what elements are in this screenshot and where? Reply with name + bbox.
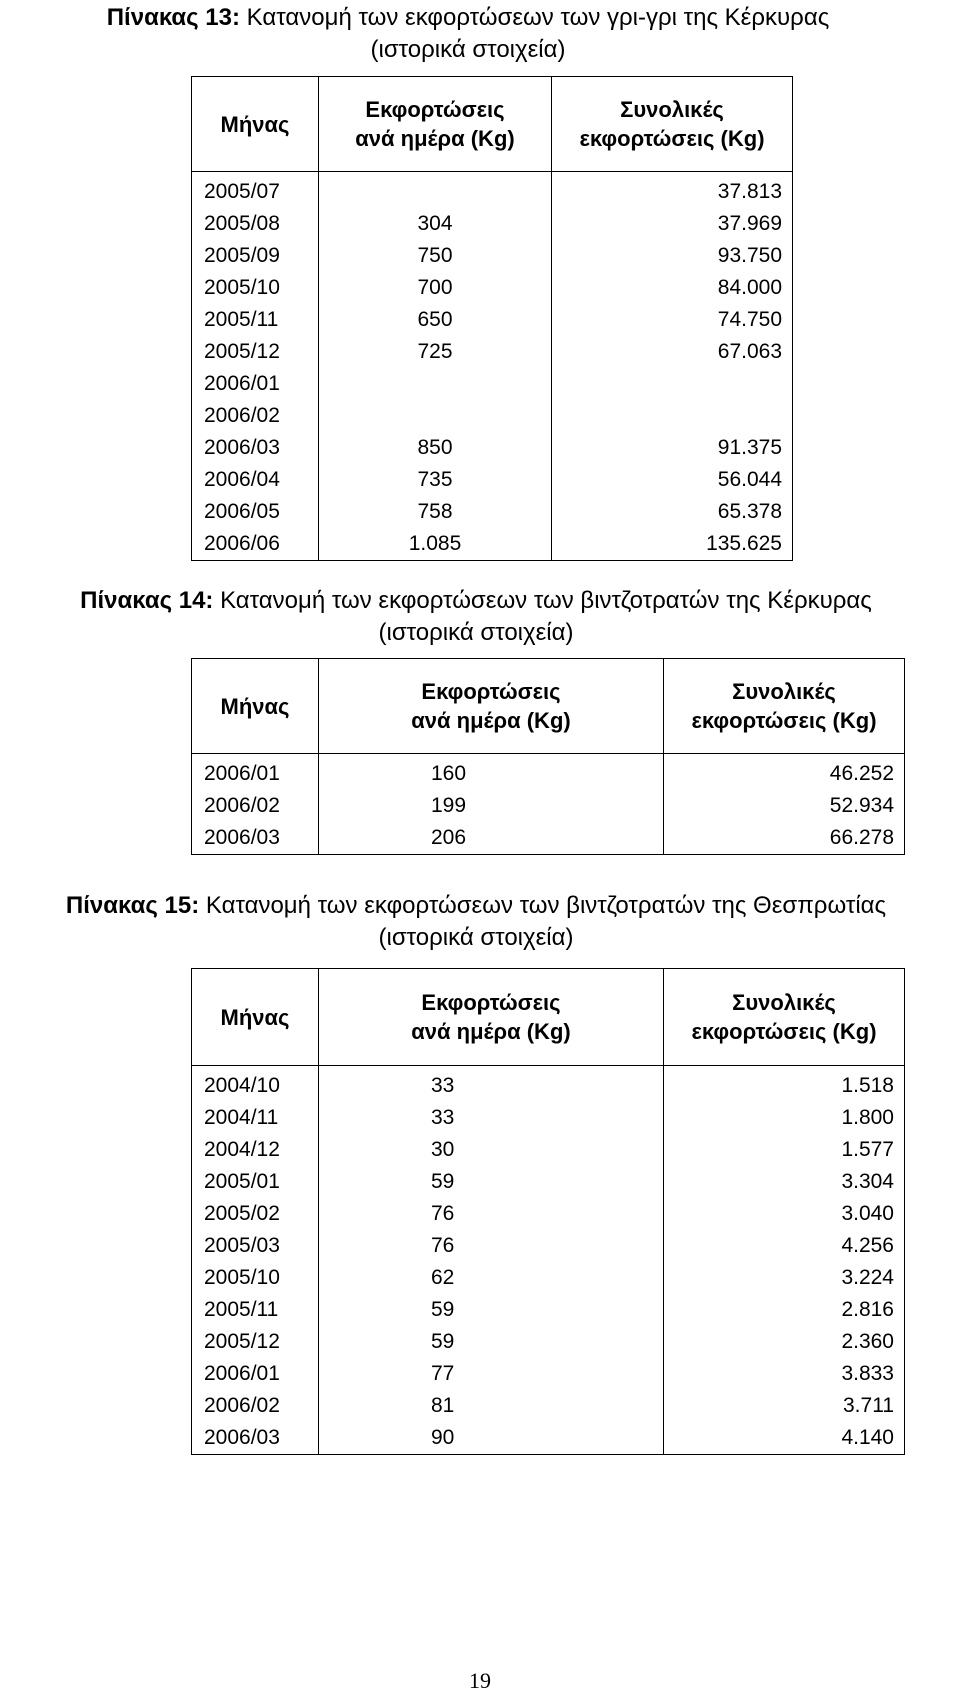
per-day-cell: 725 [319, 336, 552, 368]
table15-caption [0, 890, 956, 954]
per-day-cell: 30 [319, 1134, 664, 1166]
month-cell: 2005/07 [192, 172, 319, 209]
table15-header-row [192, 969, 905, 1066]
total-cell: 67.063 [552, 336, 793, 368]
table-row [192, 496, 793, 528]
total-cell: 1.577 [664, 1134, 905, 1166]
per-day-cell: 81 [319, 1390, 664, 1422]
total-cell: 135.625 [552, 528, 793, 561]
month-cell: 2005/02 [192, 1198, 319, 1230]
total-cell: 4.256 [664, 1230, 905, 1262]
month-cell: 2005/12 [192, 1326, 319, 1358]
per-day-cell: 90 [319, 1422, 664, 1455]
month-cell: 2006/02 [192, 1390, 319, 1422]
per-day-cell: 750 [319, 240, 552, 272]
total-cell: 3.711 [664, 1390, 905, 1422]
table-row [192, 1422, 905, 1455]
table13-subtitle: (ιστορικά στοιχεία) [370, 36, 566, 63]
per-day-cell: 33 [319, 1066, 664, 1103]
month-cell: 2006/03 [192, 1422, 319, 1455]
per-day-cell: 59 [319, 1326, 664, 1358]
total-cell: 3.833 [664, 1358, 905, 1390]
header-total: Συνολικές εκφορτώσεις (Kg) [664, 969, 905, 1066]
total-cell: 1.800 [664, 1102, 905, 1134]
per-day-cell: 650 [319, 304, 552, 336]
total-cell: 2.360 [664, 1326, 905, 1358]
table14 [191, 658, 905, 855]
page-number: 19 [469, 1668, 491, 1693]
header-per-day: Εκφορτώσεις ανά ημέρα (Kg) [319, 77, 552, 172]
table14-caption [0, 585, 956, 649]
header-month: Μήνας [192, 659, 319, 754]
month-cell: 2005/09 [192, 240, 319, 272]
total-cell: 52.934 [664, 790, 905, 822]
total-cell: 66.278 [664, 822, 905, 855]
month-cell: 2004/10 [192, 1066, 319, 1103]
per-day-cell: 199 [319, 790, 664, 822]
table-row [192, 432, 793, 464]
total-cell: 3.224 [664, 1262, 905, 1294]
month-cell: 2006/01 [192, 1358, 319, 1390]
month-cell: 2006/04 [192, 464, 319, 496]
total-cell: 65.378 [552, 496, 793, 528]
month-cell: 2006/06 [192, 528, 319, 561]
month-cell: 2006/02 [192, 790, 319, 822]
total-cell [552, 368, 793, 400]
total-cell: 46.252 [664, 754, 905, 791]
table-row [192, 754, 905, 791]
month-cell: 2005/01 [192, 1166, 319, 1198]
header-per-day: Εκφορτώσεις ανά ημέρα (Kg) [319, 969, 664, 1066]
month-cell: 2006/03 [192, 822, 319, 855]
table15-title: Κατανομή των εκφορτώσεων των βιντζοτρατών της Θεσπρωτίας [199, 892, 887, 919]
month-cell: 2004/11 [192, 1102, 319, 1134]
table-row [192, 272, 793, 304]
table-row [192, 1294, 905, 1326]
month-cell: 2005/10 [192, 1262, 319, 1294]
table-row [192, 1166, 905, 1198]
table-row [192, 1326, 905, 1358]
per-day-cell: 758 [319, 496, 552, 528]
table15 [191, 968, 905, 1455]
table-row [192, 1262, 905, 1294]
total-cell: 4.140 [664, 1422, 905, 1455]
per-day-cell: 700 [319, 272, 552, 304]
header-total: Συνολικές εκφορτώσεις (Kg) [664, 659, 905, 754]
total-cell: 1.518 [664, 1066, 905, 1103]
per-day-cell: 735 [319, 464, 552, 496]
header-total: Συνολικές εκφορτώσεις (Kg) [552, 77, 793, 172]
per-day-cell: 304 [319, 208, 552, 240]
total-cell: 3.040 [664, 1198, 905, 1230]
table-row [192, 1102, 905, 1134]
table-row [192, 1134, 905, 1166]
table15-subtitle: (ιστορικά στοιχεία) [378, 924, 574, 951]
per-day-cell: 59 [319, 1294, 664, 1326]
table-row [192, 464, 793, 496]
month-cell: 2004/12 [192, 1134, 319, 1166]
total-cell [552, 400, 793, 432]
table-row [192, 368, 793, 400]
table13-label: Πίνακας 13: [106, 4, 240, 31]
per-day-cell: 850 [319, 432, 552, 464]
month-cell: 2005/10 [192, 272, 319, 304]
month-cell: 2005/11 [192, 1294, 319, 1326]
per-day-cell [319, 400, 552, 432]
total-cell: 84.000 [552, 272, 793, 304]
total-cell: 3.304 [664, 1166, 905, 1198]
per-day-cell [319, 368, 552, 400]
table15-label: Πίνακας 15: [65, 892, 200, 919]
table14-label: Πίνακας 14: [80, 587, 214, 614]
total-cell: 74.750 [552, 304, 793, 336]
table-row [192, 1066, 905, 1103]
per-day-cell [319, 172, 552, 209]
table-row [192, 822, 905, 855]
month-cell: 2006/01 [192, 754, 319, 791]
total-cell: 37.969 [552, 208, 793, 240]
per-day-cell: 77 [319, 1358, 664, 1390]
table-row [192, 1390, 905, 1422]
table-row [192, 1230, 905, 1262]
total-cell: 91.375 [552, 432, 793, 464]
per-day-cell: 160 [319, 754, 664, 791]
per-day-cell: 62 [319, 1262, 664, 1294]
table-row [192, 528, 793, 561]
per-day-cell: 206 [319, 822, 664, 855]
table14-subtitle: (ιστορικά στοιχεία) [378, 619, 574, 646]
month-cell: 2005/08 [192, 208, 319, 240]
table-row [192, 790, 905, 822]
total-cell: 56.044 [552, 464, 793, 496]
per-day-cell: 1.085 [319, 528, 552, 561]
total-cell: 93.750 [552, 240, 793, 272]
table-row [192, 336, 793, 368]
total-cell: 37.813 [552, 172, 793, 209]
per-day-cell: 76 [319, 1230, 664, 1262]
table-row [192, 240, 793, 272]
table-row [192, 1358, 905, 1390]
table13-title: Κατανομή των εκφορτώσεων των γρι-γρι της Κέρκυρας [240, 4, 830, 31]
table14-header-row [192, 659, 905, 754]
header-month: Μήνας [192, 969, 319, 1066]
table-row [192, 172, 793, 209]
month-cell: 2006/01 [192, 368, 319, 400]
month-cell: 2005/11 [192, 304, 319, 336]
table14-title: Κατανομή των εκφορτώσεων των βιντζοτρατών της Κέρκυρας [213, 587, 872, 614]
header-per-day: Εκφορτώσεις ανά ημέρα (Kg) [319, 659, 664, 754]
table-row [192, 400, 793, 432]
month-cell: 2006/03 [192, 432, 319, 464]
month-cell: 2005/12 [192, 336, 319, 368]
per-day-cell: 33 [319, 1102, 664, 1134]
per-day-cell: 76 [319, 1198, 664, 1230]
table13 [191, 76, 793, 561]
month-cell: 2006/05 [192, 496, 319, 528]
total-cell: 2.816 [664, 1294, 905, 1326]
month-cell: 2006/02 [192, 400, 319, 432]
header-month: Μήνας [192, 77, 319, 172]
month-cell: 2005/03 [192, 1230, 319, 1262]
table-row [192, 208, 793, 240]
table13-header-row [192, 77, 793, 172]
per-day-cell: 59 [319, 1166, 664, 1198]
table-row [192, 1198, 905, 1230]
table-row [192, 304, 793, 336]
table13-caption [0, 2, 948, 66]
